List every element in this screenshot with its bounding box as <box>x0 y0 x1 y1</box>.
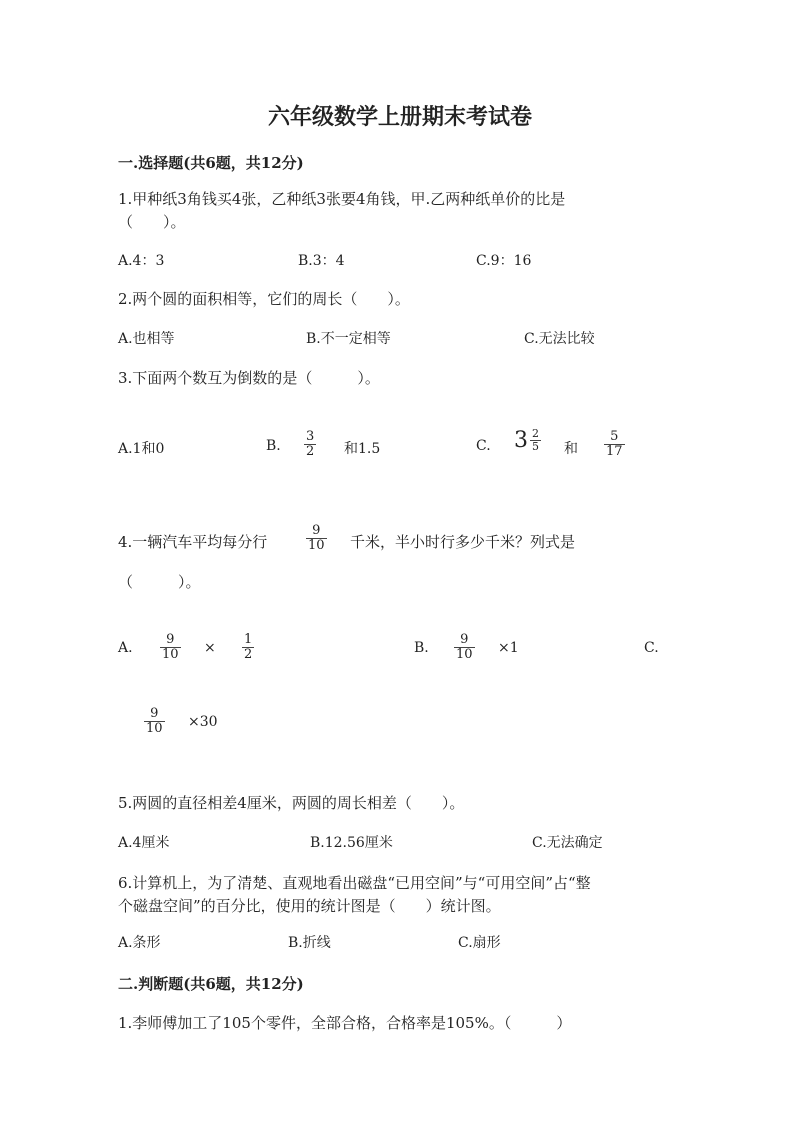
section-heading-choice: 一.选择题(共6题，共12分) <box>118 154 304 172</box>
q1-option-a: A.4：3 <box>118 253 165 269</box>
q3-option-c-and: 和 <box>564 441 578 457</box>
judgement-1: 1.李师傅加工了105个零件，全部合格，合格率是105%。（ ） <box>118 1014 572 1032</box>
question-4-fraction <box>306 524 327 554</box>
fraction-denominator: 2 <box>306 444 315 460</box>
question-6-line1: 6.计算机上，为了清楚、直观地看出磁盘“已用空间”与“可用空间”占“整 <box>118 874 591 892</box>
question-4-text-after: 千米，半小时行多少千米？列式是 <box>350 533 576 551</box>
q3-option-c-fraction <box>604 430 625 460</box>
q4-option-c-text: ×30 <box>188 714 218 730</box>
question-1-line2: （ ）。 <box>118 213 186 231</box>
q4-option-c-fraction <box>144 707 165 737</box>
q3-option-a: A.1和0 <box>118 441 165 457</box>
q4-option-b-text: ×1 <box>498 640 519 656</box>
fraction-denominator: 10 <box>308 538 325 554</box>
question-4-text-before: 4.一辆汽车平均每分行 <box>118 533 268 551</box>
q2-option-a: A.也相等 <box>118 331 175 347</box>
q4-option-a-fraction2 <box>242 633 254 663</box>
q3-option-c-label: C. <box>476 438 491 454</box>
fraction-denominator: 10 <box>456 647 473 663</box>
q3-option-c-mixed-number <box>514 428 541 453</box>
fraction-numerator: 5 <box>610 429 619 444</box>
fraction-numerator: 2 <box>532 427 539 440</box>
fraction-numerator: 3 <box>306 429 315 444</box>
fraction-denominator: 17 <box>606 444 623 460</box>
question-4-line2: （ ）。 <box>118 573 201 591</box>
q6-option-b: B.折线 <box>288 935 331 951</box>
section-heading-judgement: 二.判断题(共6题，共12分) <box>118 975 304 993</box>
q3-option-b-fraction <box>304 430 316 460</box>
fraction-numerator: 9 <box>312 523 321 538</box>
fraction-numerator: 9 <box>460 632 469 647</box>
fraction-denominator: 2 <box>244 647 253 663</box>
mixed-whole: 3 <box>514 428 528 454</box>
q2-option-b: B.不一定相等 <box>306 331 391 347</box>
question-6-line2: 个磁盘空间”的百分比，使用的统计图是（ ）统计图。 <box>118 897 501 915</box>
q5-option-b: B.12.56厘米 <box>310 835 393 851</box>
fraction-denominator: 10 <box>146 721 163 737</box>
question-3: 3.下面两个数互为倒数的是（ ）。 <box>118 369 380 387</box>
fraction-numerator: 9 <box>150 706 159 721</box>
q4-option-b-label: B. <box>414 640 429 656</box>
q3-option-b-label: B. <box>266 438 281 454</box>
q2-option-c: C.无法比较 <box>524 331 595 347</box>
fraction-numerator: 9 <box>166 632 175 647</box>
q4-option-a-times: × <box>204 640 216 656</box>
q1-option-b: B.3：4 <box>298 253 345 269</box>
q5-option-c: C.无法确定 <box>532 835 603 851</box>
question-5: 5.两圆的直径相差4厘米，两圆的周长相差（ ）。 <box>118 794 465 812</box>
question-1-line1: 1.甲种纸3角钱买4张，乙种纸3张要4角钱，甲.乙两种纸单价的比是 <box>118 190 566 208</box>
question-2: 2.两个圆的面积相等，它们的周长（ ）。 <box>118 290 410 308</box>
q6-option-c: C.扇形 <box>458 935 501 951</box>
page-title: 六年级数学上册期末考试卷 <box>267 104 532 130</box>
q3-option-b-text: 和1.5 <box>344 441 381 457</box>
q1-option-c: C.9：16 <box>476 253 532 269</box>
q4-option-a-label: A. <box>118 640 133 656</box>
fraction-numerator: 1 <box>244 632 253 647</box>
q4-option-a-fraction1 <box>160 633 181 663</box>
q6-option-a: A.条形 <box>118 935 161 951</box>
q4-option-b-fraction <box>454 633 475 663</box>
q5-option-a: A.4厘米 <box>118 835 170 851</box>
fraction-denominator: 5 <box>532 440 539 454</box>
q4-option-c-label: C. <box>644 640 659 656</box>
fraction-denominator: 10 <box>162 647 179 663</box>
